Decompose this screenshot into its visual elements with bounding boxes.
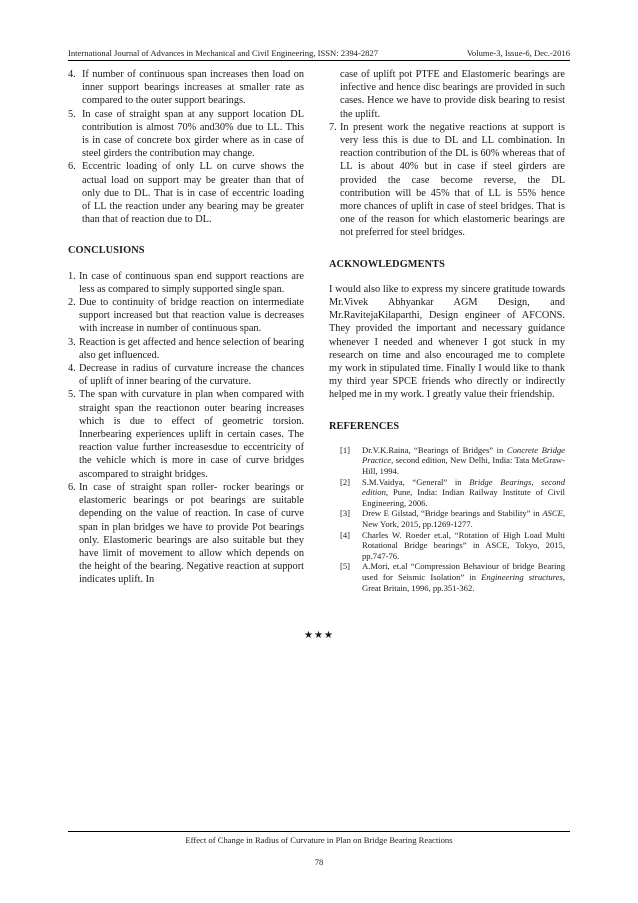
page-number: 78 — [314, 857, 324, 867]
conclusion-item: 7. In present work the negative reactions at support is very less this is due to DL and LL combination. In reaction contribution of the DL is 60% whereas that of LL is about 40% but in case if steel girders are provided the case become reverse, the DL contribution will be 45% that of LL is 55% hence more chances of uplift in case of steel bridges. That is one of the reason for which elastomeric bearings are not preferred for steel bridges. — [329, 121, 565, 239]
conclusion-item: 6. In case of straight span roller- rocker bearings or elastomeric bearings or pot bearings are suitable depending on the value of reaction. In case of curve span in plan bridges we have to provide Pot bearings only. Elastomeric bearings are also suitable but they have limit of movement to allow which depends on the height of the bearing. Negative reaction at support indicates uplift. In — [68, 481, 304, 586]
end-stars: ★★★ — [304, 630, 334, 641]
references-heading: REFERENCES — [329, 420, 400, 432]
volume-issue: Volume-3, Issue-6, Dec.-2016 — [466, 48, 570, 58]
acknowledgments-text: I would also like to express my sincere gratitude towards Mr.Vivek Abhyankar AGM Design, and Mr.RavitejaKilaparthi, Design engineer of AFCONS. They provided the important and necessary guidance whenever I needed and whenever I got stuck in my research on time and also encouraged me to complete my work in stipulated time. Finally I would like to thank my third year SPCE friends who directly or indirectly helped me in my work. I greatly value their friendship. — [329, 283, 565, 401]
acknowledgments-heading: ACKNOWLEDGMENTS — [329, 258, 445, 270]
reference-item: [5] A.Mori, et.al “Compression Behaviour of bridge Bearing used for Seismic Isolation” in Engineering structures, Great Britain, 1996, pp.351-362. — [340, 561, 565, 593]
reference-item: [3] Drew E Gilstad, “Bridge bearings and Stability” in ASCE, New York, 2015, pp.1269-1277. — [340, 508, 565, 530]
right-column — [329, 68, 565, 593]
running-footer: Effect of Change in Radius of Curvature in Plan on Bridge Bearing Reactions — [185, 835, 453, 845]
conclusion-item: 5. The span with curvature in plan when compared with straight span the reactionon outer bearing increases which is due to effect of geometric torsion. Innerbearing experiences uplift in certain cases. The reaction value further increasesdue to eccentricity of the vehicle which is more in case of curve bridges ascompared to straight bridges. — [68, 389, 304, 480]
reference-item: [1] Dr.V.K.Raina, “Bearings of Bridges” in Concrete Bridge Practice, second edition, New Delhi, India: Tata McGraw-Hill, 1994. — [340, 444, 565, 477]
conclusion-item: 2. Due to continuity of bridge reaction on intermediate support increased but that reaction value is decreases with increase in number of continuous span. — [68, 297, 304, 335]
list-item: 6. Eccentric loading of only LL on curve shows the actual load on support may be greater than that of only due to DL. That is in case of eccentric loading of LL the reaction under any bearing may be greater than that of reaction due to DL. — [68, 161, 304, 226]
conclusions-heading: CONCLUSIONS — [68, 245, 145, 257]
running-header — [68, 48, 570, 61]
reference-item: [2] S.M.Vaidya, “General” in Bridge Bearings, second edition, Pune, India: Indian Railway Institute of Civil Engineering, 2006. — [340, 476, 565, 508]
list-item: 5. In case of straight span at any support location DL contribution is almost 70% and30% due to LL. This is in case of concrete box girder where as in case of steel girders the contribution may change. — [68, 108, 304, 160]
continued-item: case of uplift pot PTFE and Elastomeric bearings are infective and hence disc bearings are provided in such cases. Hence we have to provide disk bearing to resist the uplift. — [340, 69, 565, 120]
reference-list — [340, 445, 565, 593]
list-item: 4. If number of continuous span increases then load on inner support bearings increases at smaller rate as compared to the outer support bearings. — [68, 69, 304, 107]
footer-rule — [68, 831, 570, 832]
reference-item: [4] Charles W. Roeder et.al, “Rotation of High Load Multi Rotational Bridge bearings” in ASCE, Tokyo, 2015, pp.747-76. — [340, 529, 565, 561]
left-column — [68, 68, 304, 587]
conclusion-item: 1. In case of continuous span end support reactions are less as compared to simply supported single span. — [68, 270, 304, 295]
conclusion-item: 3. Reaction is get affected and hence selection of bearing also get influenced. — [68, 336, 304, 361]
conclusion-item: 4. Decrease in radius of curvature increase the chances of uplift of inner bearing of the curvature. — [68, 363, 304, 388]
journal-name: International Journal of Advances in Mechanical and Civil Engineering, ISSN: 2394-2827 — [68, 48, 379, 58]
